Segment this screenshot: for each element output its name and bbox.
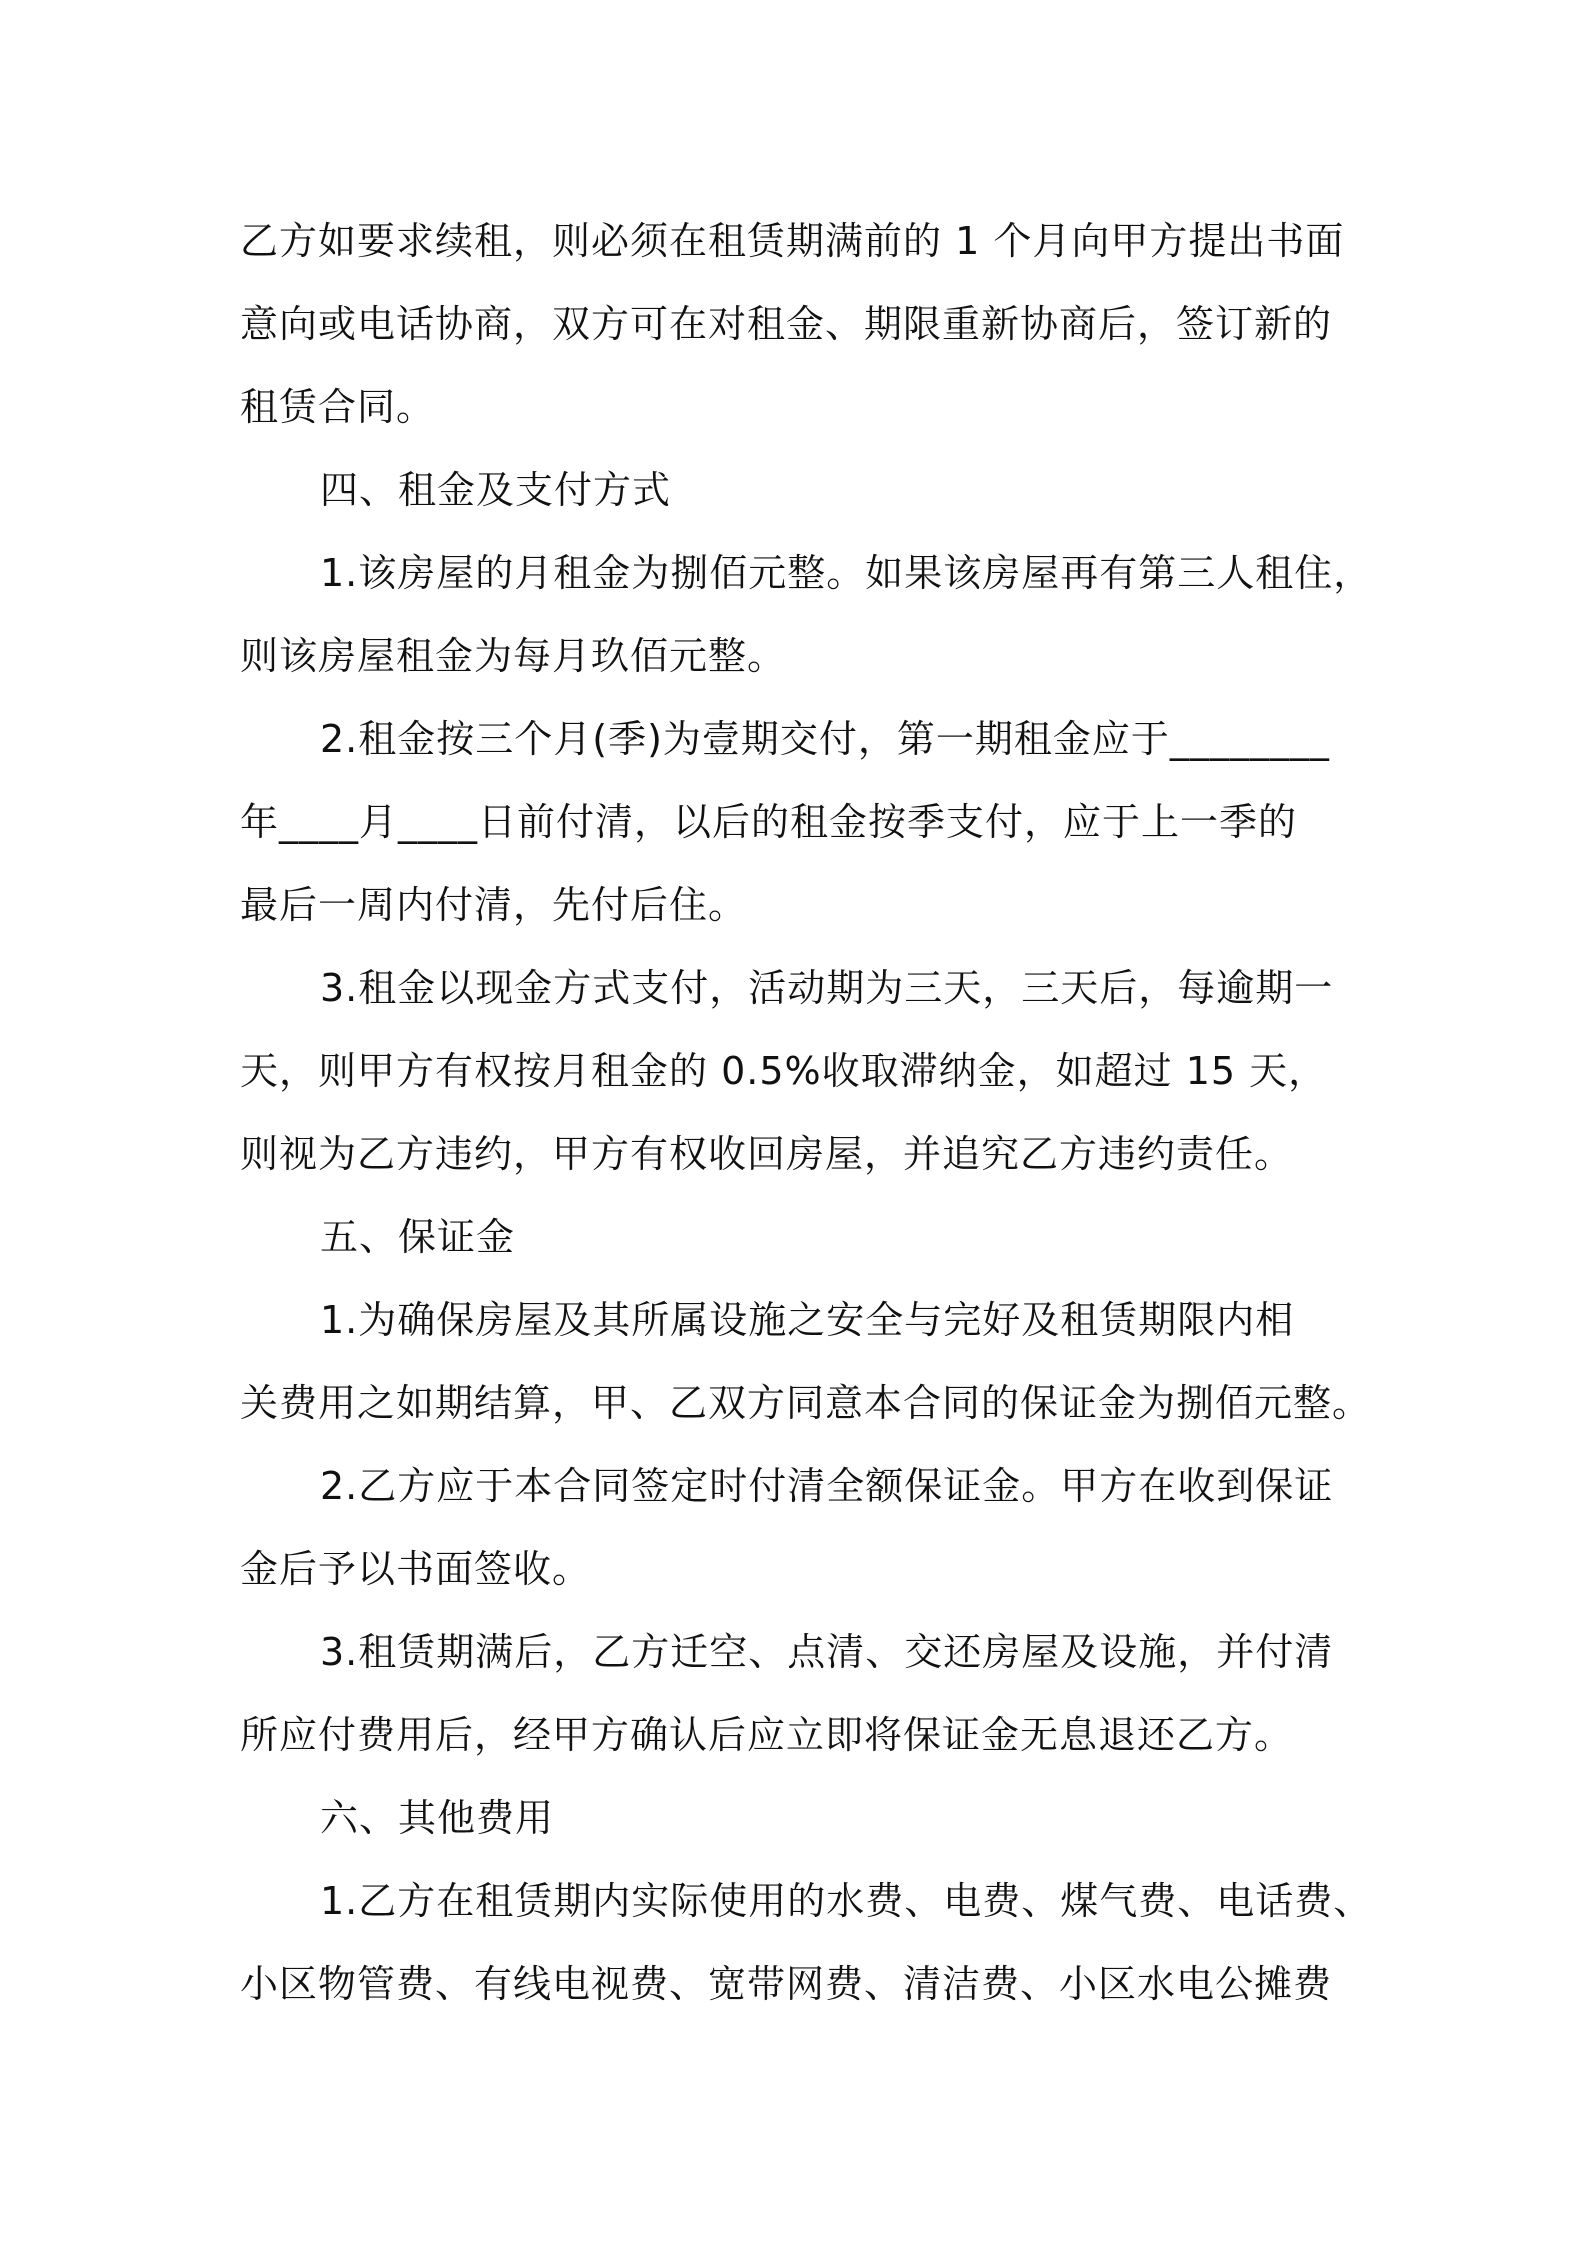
text-line: 2.租金按三个月(季)为壹期交付，第一期租金应于________	[320, 717, 1330, 761]
text-line: 2.乙方应于本合同签定时付清全额保证金。甲方在收到保证	[320, 1464, 1334, 1508]
text-line: 关费用之如期结算，甲、乙双方同意本合同的保证金为捌佰元整。	[240, 1381, 1372, 1425]
text-line: 1.该房屋的月租金为捌佰元整。如果该房屋再有第三人租住，	[320, 551, 1373, 595]
text-line: 最后一周内付清，先付后住。	[240, 883, 748, 927]
text-line: 3.租赁期满后，乙方迁空、点清、交还房屋及设施，并付清	[320, 1630, 1334, 1674]
contract-text-body	[240, 200, 1373, 2026]
text-line: 小区物管费、有线电视费、宽带网费、清洁费、小区水电公摊费	[240, 1962, 1333, 2006]
text-line: 3.租金以现金方式支付，活动期为三天，三天后，每逾期一	[320, 966, 1334, 1010]
text-line: 则该房屋租金为每月玖佰元整。	[240, 634, 787, 678]
text-line: 1.乙方在租赁期内实际使用的水费、电费、煤气费、电话费、	[320, 1879, 1373, 1923]
text-line: 金后予以书面签收。	[240, 1547, 592, 1591]
text-line: 五、保证金	[320, 1215, 516, 1259]
text-line: 1.为确保房屋及其所属设施之安全与完好及租赁期限内相	[320, 1298, 1295, 1342]
text-line: 意向或电话协商，双方可在对租金、期限重新协商后，签订新的	[240, 302, 1333, 346]
text-line: 所应付费用后，经甲方确认后应立即将保证金无息退还乙方。	[240, 1713, 1294, 1757]
text-line: 天，则甲方有权按月租金的 0.5%收取滞纳金，如超过 15 天，	[240, 1049, 1328, 1093]
text-line: 四、租金及支付方式	[320, 468, 672, 512]
text-line: 乙方如要求续租，则必须在租赁期满前的 1 个月向甲方提出书面	[240, 219, 1345, 263]
text-line: 年____月____日前付清，以后的租金按季支付，应于上一季的	[240, 800, 1298, 844]
text-line: 租赁合同。	[240, 385, 436, 429]
text-line: 则视为乙方违约，甲方有权收回房屋，并追究乙方违约责任。	[240, 1132, 1294, 1176]
text-line: 六、其他费用	[320, 1796, 555, 1840]
